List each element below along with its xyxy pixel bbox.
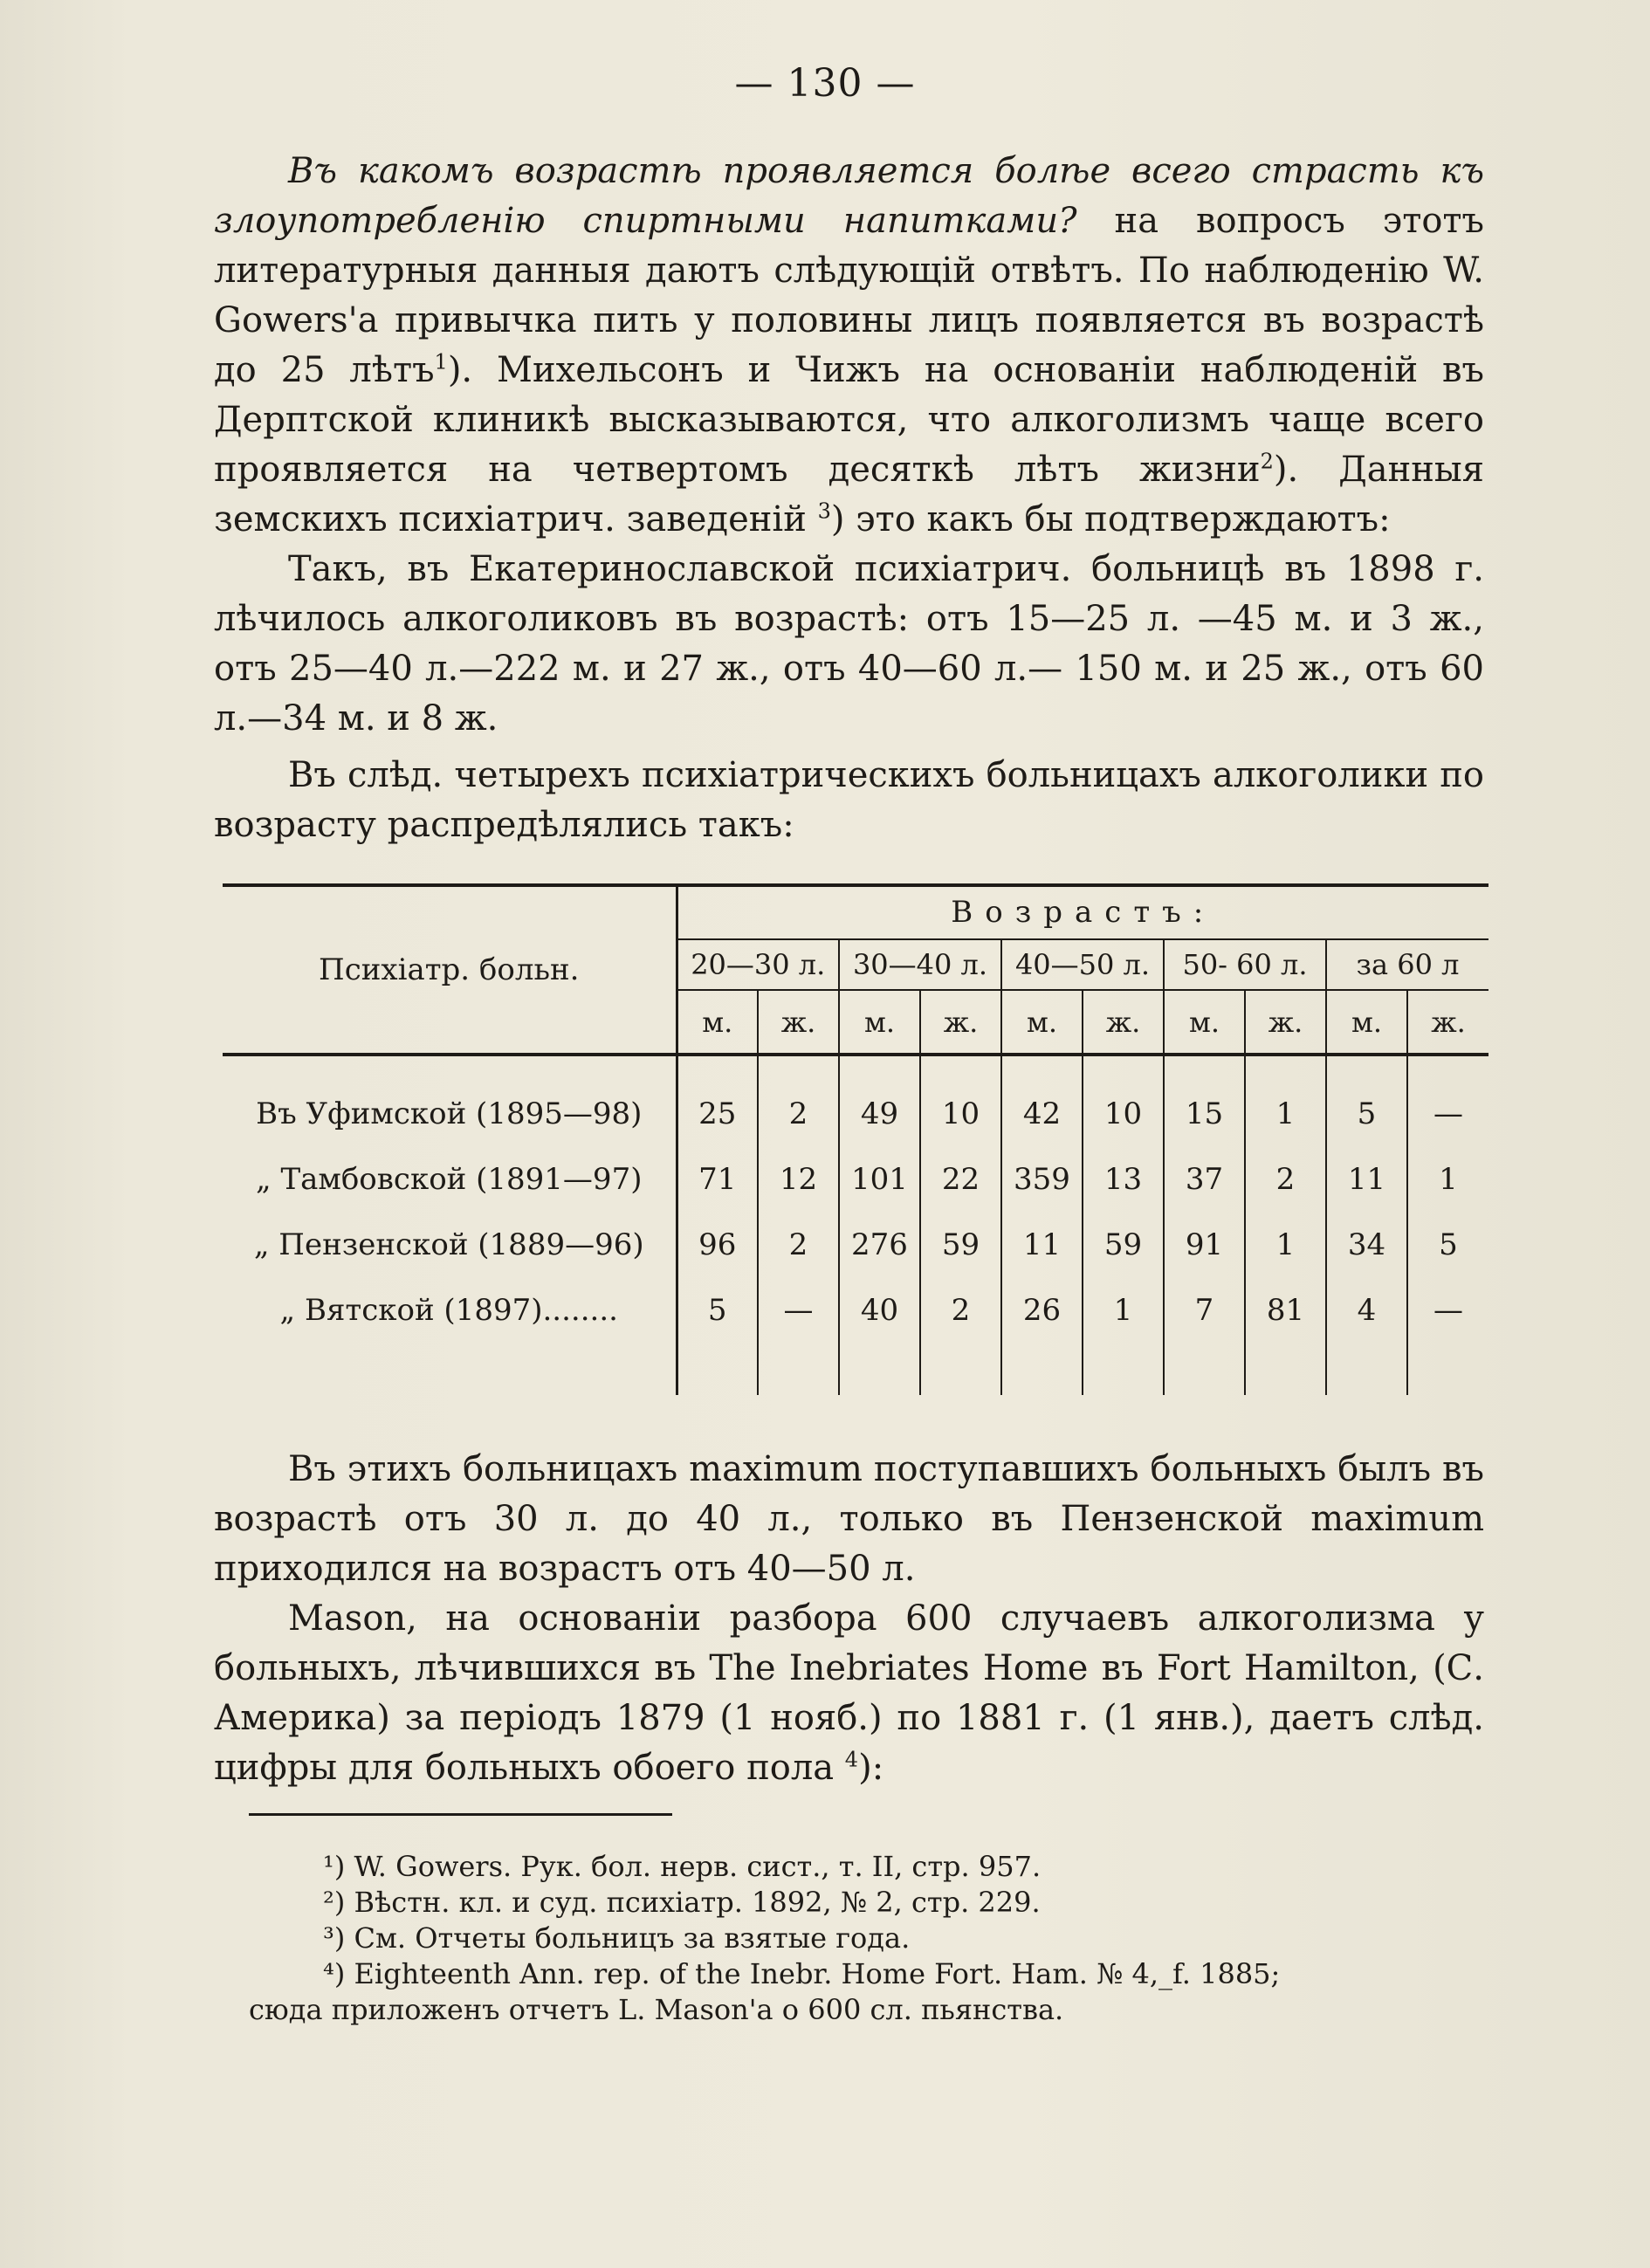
- paragraph-4: Въ этихъ больницахъ maximum поступавшихъ больныхъ былъ въ возрастѣ отъ 30 л. до 40 л., только въ Пензенской maximum приходился на возрастъ отъ 40—50 л.: [214, 1449, 1484, 1589]
- table-cell: 10: [1083, 1081, 1164, 1146]
- table-cell: 359: [1001, 1146, 1083, 1212]
- table-cell: 2: [758, 1212, 839, 1277]
- footnote-1: [249, 1849, 1523, 1885]
- table-cell: 5: [1439, 1227, 1458, 1262]
- table-cell: 7: [1164, 1277, 1245, 1343]
- footnote-mark: ⁴): [323, 1957, 346, 1990]
- footnote-4-continued: [249, 1992, 1523, 2028]
- table-cell: 40: [839, 1277, 920, 1343]
- sex-label: ж.: [1083, 990, 1164, 1055]
- age-header: Возрастъ:: [677, 885, 1488, 939]
- footnote-ref-2: 2: [1260, 449, 1274, 474]
- table-cell: 15: [1164, 1081, 1245, 1146]
- sex-label: м.: [1001, 990, 1083, 1055]
- table-cell: 22: [920, 1146, 1001, 1212]
- paragraph-1: Въ какомъ возрастѣ проявляется болѣе всего страсть къ злоупотребленію спиртными напитками? на вопросъ этотъ литературныя данныя даютъ слѣдующій отвѣтъ. По наблюденію W. Gowers'а привычка пить у половины лицъ появляется въ возрастѣ до 25 лѣтъ$^1$). Михельсонъ и Чижъ на основаніи наблюденій въ Дерптской клиникѣ высказываются, что алкоголизмъ чаще всего проявляется на четвертомъ десяткѣ лѣтъ жизни$^2$). Данныя земскихъ психіатрич. заведеній $^3$) это какъ бы подтверждаютъ:: [214, 151, 1485, 540]
- footnote-text: сюда приложенъ отчетъ L. Mason'а о 600 сл. пьянства.: [249, 1993, 1064, 2026]
- table-cell: 59: [1083, 1212, 1164, 1277]
- table-cell: —: [1433, 1096, 1463, 1131]
- table-cell: 34: [1326, 1212, 1407, 1277]
- age-distribution-table: [223, 883, 1488, 1390]
- paragraph-3: Въ слѣд. четырехъ психіатрическихъ больницахъ алкоголики по возрасту распредѣлялись такъ:: [214, 755, 1484, 845]
- age-range-40-50: 40—50 л.: [1001, 939, 1164, 991]
- sex-label: м.: [839, 990, 920, 1055]
- table-cell: 13: [1083, 1146, 1164, 1212]
- table-cell: 1: [1245, 1081, 1326, 1146]
- paragraph-1-text-3: . Данныя земскихъ психіатрич. заведеній: [214, 450, 1484, 540]
- hospital-name: Въ Уфимской (1895—98): [223, 1081, 677, 1146]
- hospital-name: „ Пензенской (1889—96): [223, 1212, 677, 1277]
- footnote-4: [249, 1956, 1523, 1992]
- age-range-50-60: 50- 60 л.: [1164, 939, 1326, 991]
- table-cell: —: [1433, 1292, 1463, 1328]
- footnote-mark: ²): [323, 1886, 346, 1919]
- table-row: [223, 1212, 1488, 1277]
- footnote-text: W. Gowers. Рук. бол. нерв. сист., т. II, стр. 957.: [354, 1850, 1042, 1883]
- paragraph-5-end: :: [871, 1748, 884, 1788]
- hospital-column-header: Психіатр. больн.: [223, 885, 677, 1055]
- table-cell: 1: [1245, 1212, 1326, 1277]
- table-cell: 2: [1245, 1146, 1326, 1212]
- footnote-2: [249, 1885, 1523, 1921]
- sex-label: ж.: [1407, 990, 1488, 1055]
- table-cell: 276: [839, 1212, 920, 1277]
- table-cell: 5: [677, 1277, 758, 1343]
- paragraph-1-text-2: . Михельсонъ и Чижъ на основаніи наблюденій въ Дерптской клиникѣ высказываются, что алкоголизмъ чаще всего проявляется на четвертомъ десяткѣ лѣтъ жизни: [214, 350, 1484, 490]
- footnotes: [249, 1849, 1523, 2028]
- table-cell: 96: [677, 1212, 758, 1277]
- hospital-age-table: [223, 883, 1488, 1395]
- paragraph-1-text: на вопросъ этотъ литературныя данныя даютъ слѣдующій отвѣтъ. По наблюденію W. Gowers'а привычка пить у половины лицъ появляется въ возрастѣ до 25 лѣтъ: [214, 201, 1485, 390]
- italic-question: Въ какомъ возрастѣ проявляется болѣе всего страсть къ злоупотребленію спиртными напитками?: [214, 151, 1484, 241]
- table-cell: 59: [920, 1212, 1001, 1277]
- sex-label: м.: [677, 990, 758, 1055]
- sex-label: ж.: [1245, 990, 1326, 1055]
- table-cell: 11: [1326, 1146, 1407, 1212]
- table-cell: 5: [1326, 1081, 1407, 1146]
- paragraph-1-text-4: это какъ бы подтверждаютъ:: [856, 499, 1391, 540]
- table-cell: 4: [1326, 1277, 1407, 1343]
- age-range-20-30: 20—30 л.: [677, 939, 839, 991]
- table-cell: 1: [1439, 1161, 1458, 1197]
- table-cell: —: [758, 1277, 839, 1343]
- table-cell: 101: [839, 1146, 920, 1212]
- footnote-3: [249, 1921, 1523, 1956]
- table-cell: 71: [677, 1146, 758, 1212]
- table-cell: 42: [1001, 1081, 1083, 1146]
- table-row: [223, 1081, 1488, 1146]
- table-cell: 2: [758, 1081, 839, 1146]
- sex-label: ж.: [920, 990, 1001, 1055]
- footnote-mark: ³): [323, 1921, 346, 1955]
- table-cell: 49: [839, 1081, 920, 1146]
- footnote-ref-4: 4: [844, 1747, 859, 1772]
- table-cell: 91: [1164, 1212, 1245, 1277]
- age-range-over-60: за 60 л: [1326, 939, 1488, 991]
- footnote-divider: [249, 1813, 672, 1816]
- page-number: — 130 —: [734, 61, 916, 106]
- table-cell: 10: [920, 1081, 1001, 1146]
- footnote-text: Вѣстн. кл. и суд. психіатр. 1892, № 2, стр. 229.: [354, 1886, 1041, 1919]
- table-cell: 26: [1001, 1277, 1083, 1343]
- footnote-text: См. Отчеты больницъ за взятые года.: [354, 1921, 911, 1955]
- sex-label: м.: [1164, 990, 1245, 1055]
- footnote-text: Eighteenth Ann. rep. of the Inebr. Home Fort. Ham. № 4,_f. 1885;: [354, 1957, 1281, 1990]
- age-range-30-40: 30—40 л.: [839, 939, 1001, 991]
- hospital-name: „ Вятской (1897)........: [223, 1277, 677, 1343]
- footnote-mark: ¹): [323, 1850, 346, 1883]
- table-cell: 81: [1245, 1277, 1326, 1343]
- table-cell: 37: [1164, 1146, 1245, 1212]
- paragraph-5-text: Mason, на основаніи разбора 600 случаевъ алкоголизма у больныхъ, лѣчившихся въ The Inebriates Home въ Fort Hamilton, (С. Америка) за періодъ 1879 (1 нояб.) по 1881 г. (1 янв.), даетъ слѣд. цифры для больныхъ обоего пола: [214, 1598, 1484, 1788]
- hospital-name: „ Тамбовской (1891—97): [223, 1146, 677, 1212]
- table-cell: 25: [677, 1081, 758, 1146]
- paragraph-2: Такъ, въ Екатеринославской психіатрич. больницѣ въ 1898 г. лѣчилось алкоголиковъ въ возрастѣ: отъ 15—25 л. —45 м. и 3 ж., отъ 25—40 л.—222 м. и 27 ж., отъ 40—60 л.— 150 м. и 25 ж., отъ 60 л.—34 м. и 8 ж.: [214, 549, 1484, 739]
- table-row: [223, 1146, 1488, 1212]
- paragraph-5: Mason, на основаніи разбора 600 случаевъ алкоголизма у больныхъ, лѣчившихся въ The Inebriates Home въ Fort Hamilton, (С. Америка) за періодъ 1879 (1 нояб.) по 1881 г. (1 янв.), даетъ слѣд. цифры для больныхъ обоего пола $^4$):: [214, 1598, 1484, 1788]
- sex-label: м.: [1326, 990, 1407, 1055]
- table-cell: 1: [1083, 1277, 1164, 1343]
- table-cell: 2: [920, 1277, 1001, 1343]
- footnote-ref-3: 3: [817, 498, 831, 524]
- footnote-ref-1: 1: [434, 349, 448, 375]
- table-cell: 12: [758, 1146, 839, 1212]
- table-row: [223, 1277, 1488, 1343]
- table-cell: 11: [1001, 1212, 1083, 1277]
- body-text-top: [214, 147, 1484, 850]
- body-text-bottom: [214, 1445, 1484, 1793]
- sex-label: ж.: [758, 990, 839, 1055]
